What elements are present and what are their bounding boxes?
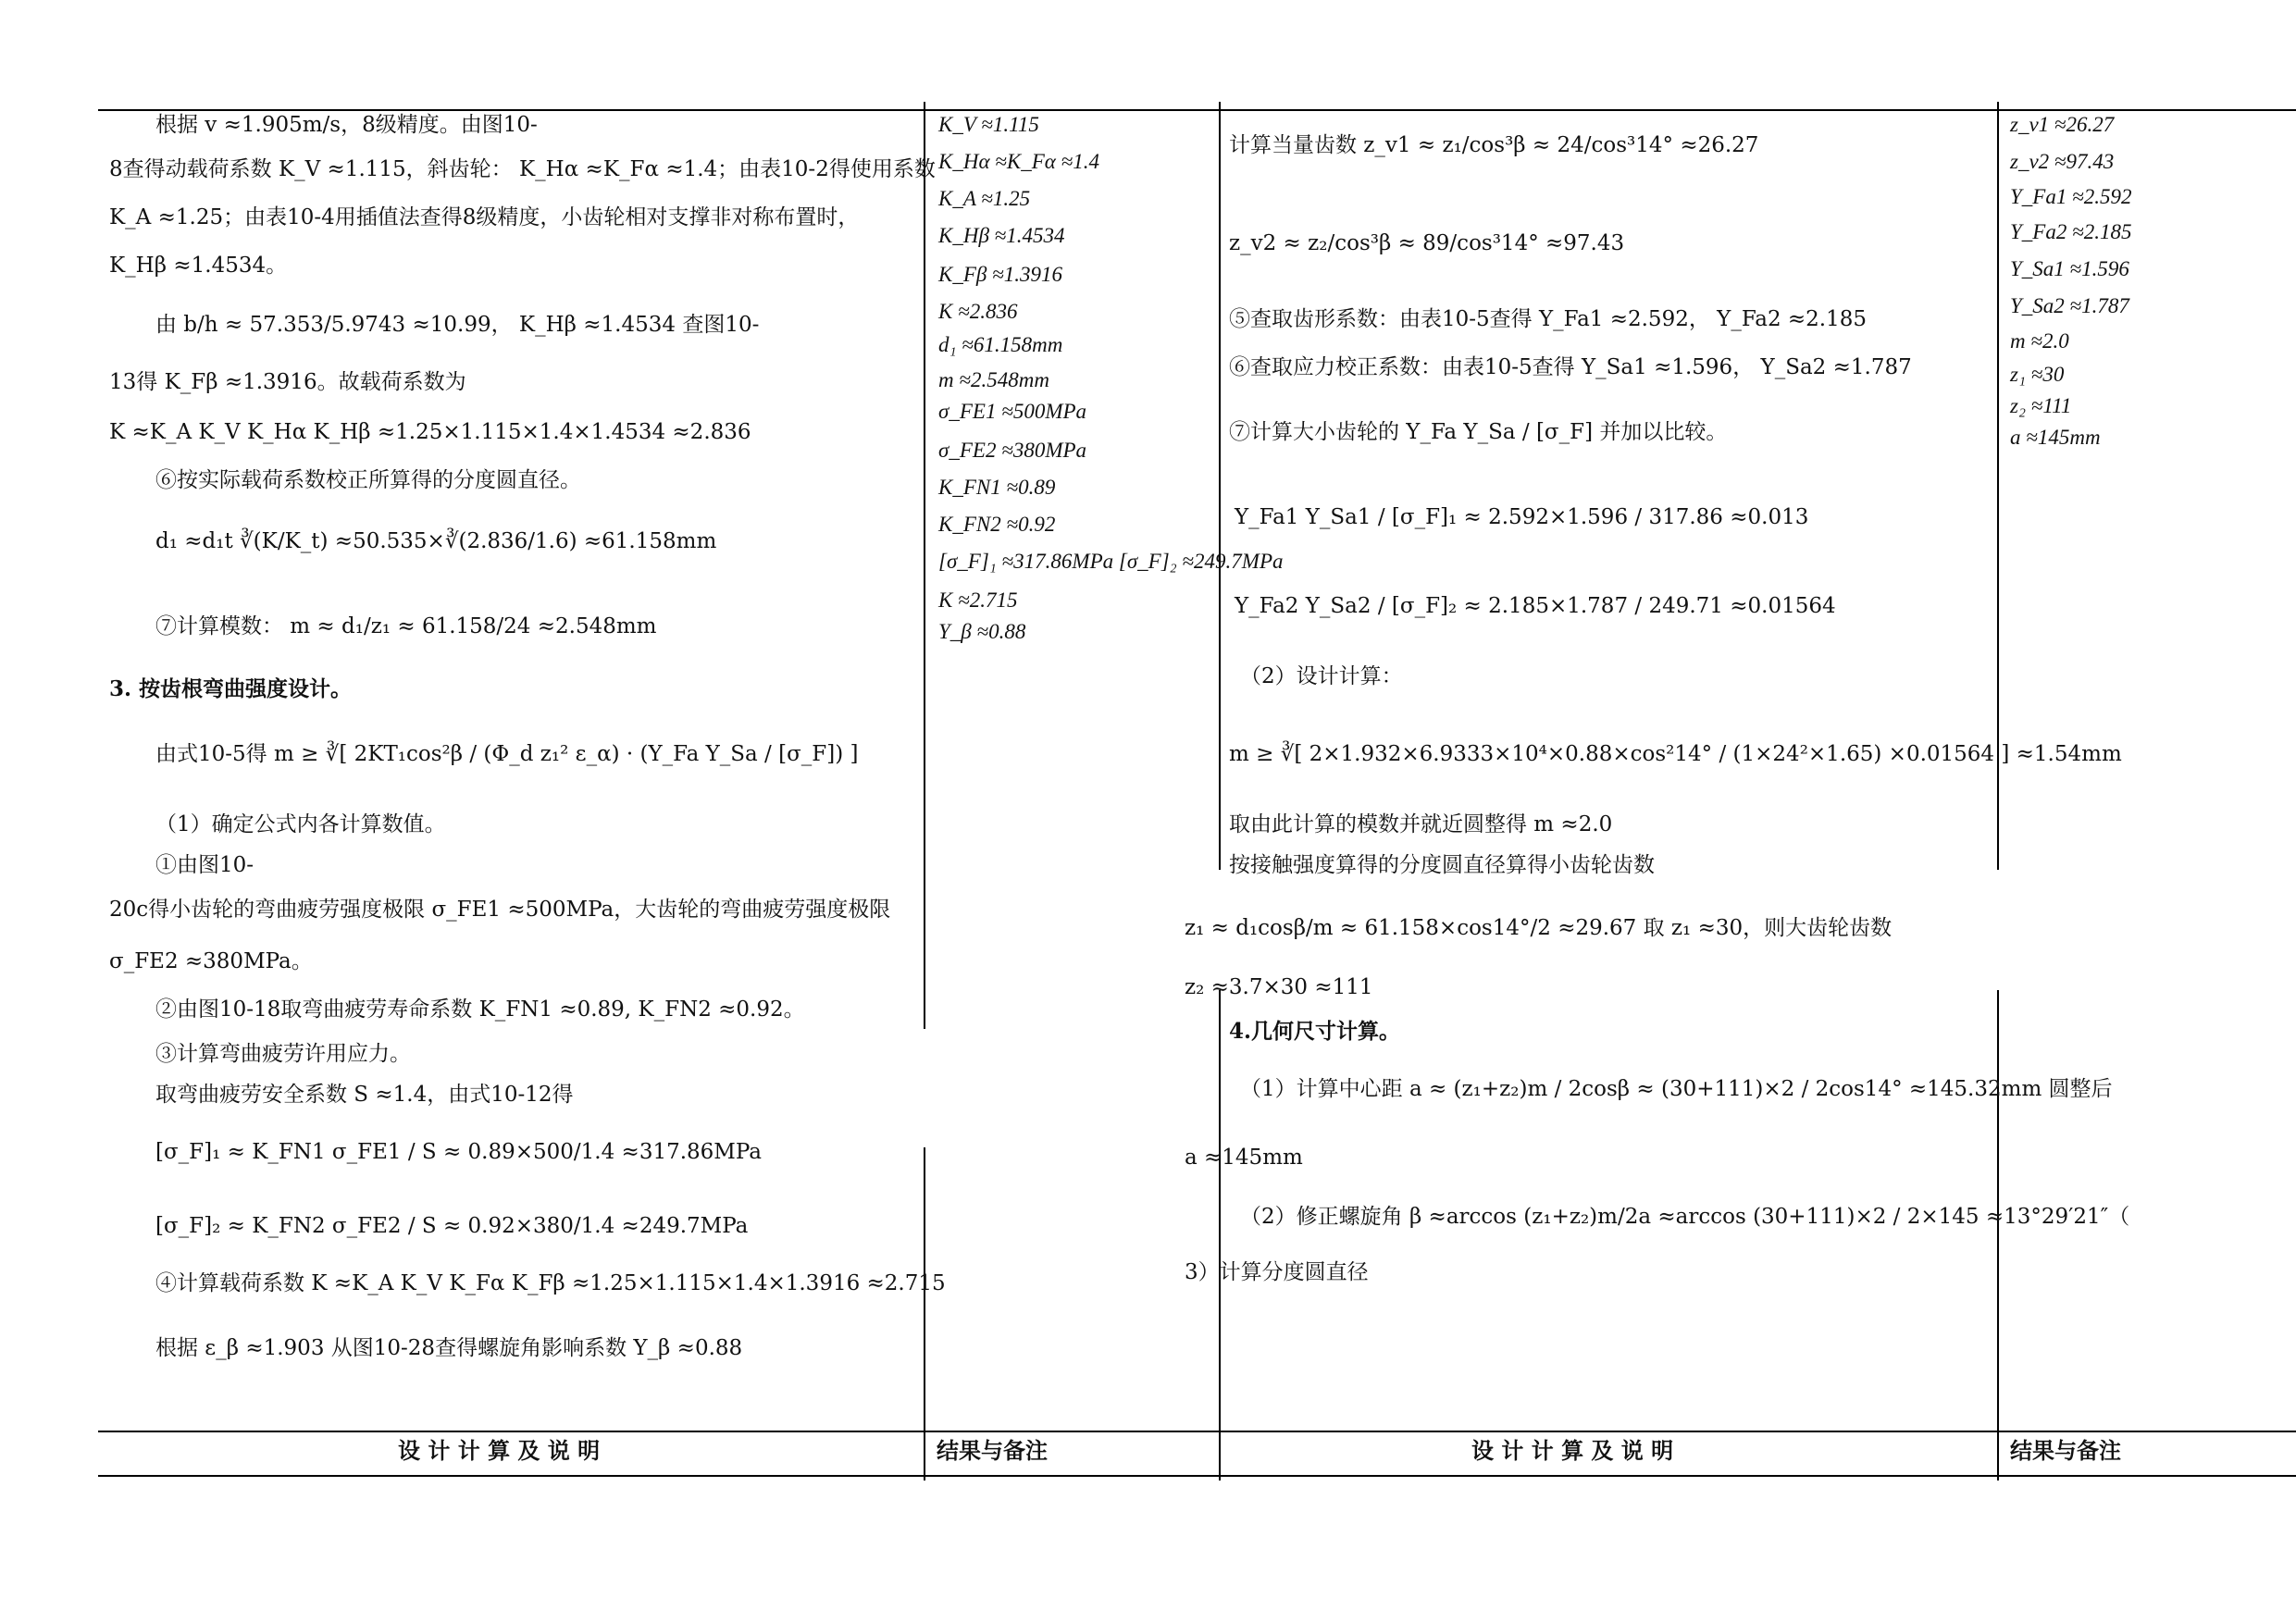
calc-line: K ≈K_A K_V K_Hα K_Hβ ≈1.25×1.115×1.4×1.4534 ≈2.836 — [109, 420, 751, 444]
calc-line: 取由此计算的模数并就近圆整得 m ≈2.0 — [1229, 812, 1613, 836]
calc-line: （2）修正螺旋角 β ≈arccos (z₁+z₂)m/2a ≈arccos (30+111)×2 / 2×145 ≈13°29′21″（ — [1240, 1205, 2130, 1229]
result-value: K ≈2.715 — [938, 588, 1018, 612]
result-value: m ≈2.0 — [2010, 329, 2069, 353]
result-value: Y_Sa2 ≈1.787 — [2010, 294, 2129, 317]
result-value: K_A ≈1.25 — [938, 187, 1031, 210]
footer-header-design-right: 设 计 计 算 及 说 明 — [1471, 1438, 1674, 1464]
calc-line: 计算当量齿数 z_v1 ≈ z₁/cos³β ≈ 24/cos³14° ≈26.27 — [1229, 133, 1759, 157]
result-value: σ_FE2 ≈380MPa — [938, 439, 1087, 462]
result-value: K ≈2.836 — [938, 300, 1018, 323]
calc-line: z_v2 ≈ z₂/cos³β ≈ 89/cos³14° ≈97.43 — [1229, 231, 1625, 255]
calc-line: 20c得小齿轮的弯曲疲劳强度极限 σ_FE1 ≈500MPa，大齿轮的弯曲疲劳强度极限 — [109, 898, 891, 922]
result-value: K_FN1 ≈0.89 — [938, 476, 1056, 499]
calc-line: Y_Fa1 Y_Sa1 / [σ_F]₁ ≈ 2.592×1.596 / 317.86 ≈0.013 — [1235, 505, 1809, 529]
calc-line: ②由图10-18取弯曲疲劳寿命系数 K_FN1 ≈0.89, K_FN2 ≈0.92。 — [155, 997, 805, 1022]
calc-line: ⑥查取应力校正系数：由表10-5查得 Y_Sa1 ≈1.596， Y_Sa2 ≈1.787 — [1229, 355, 1912, 379]
calc-line: σ_FE2 ≈380MPa。 — [109, 949, 313, 973]
result-value: Y_Fa1 ≈2.592 — [2010, 185, 2132, 208]
calc-line: （2）设计计算： — [1240, 664, 1403, 688]
calc-line: 13得 K_Fβ ≈1.3916。故载荷系数为 — [109, 370, 466, 394]
column-divider-3b — [1997, 990, 1999, 1481]
column-divider-2 — [1219, 102, 1221, 870]
calc-line: 由式10-5得 m ≥ ∛[ 2KT₁cos²β / (Φ_d z₁² ε_α) · (Y_Fa Y_Sa / [σ_F]) ] — [155, 742, 859, 766]
calc-line: （1）计算中心距 a ≈ (z₁+z₂)m / 2cosβ ≈ (30+111)×2 / 2cos14° ≈145.32mm 圆整后 — [1240, 1077, 2113, 1101]
calc-line: ⑤查取齿形系数：由表10-5查得 Y_Fa1 ≈2.592， Y_Fa2 ≈2.185 — [1229, 307, 1868, 331]
result-value: K_Hβ ≈1.4534 — [938, 224, 1065, 247]
column-divider-1 — [924, 102, 925, 1029]
section-heading: 3. 按齿根弯曲强度设计。 — [109, 676, 353, 701]
calc-line: 按接触强度算得的分度圆直径算得小齿轮齿数 — [1229, 853, 1655, 877]
result-value: [σ_F]₁ ≈317.86MPa [σ_F]₂ ≈249.7MPa — [938, 550, 1284, 573]
result-value: a ≈145mm — [2010, 426, 2101, 449]
result-value: z_v2 ≈97.43 — [2010, 150, 2115, 173]
calc-line: 根据 v ≈1.905m/s，8级精度。由图10- — [155, 113, 538, 137]
footer-header-results-left: 结果与备注 — [937, 1438, 1048, 1464]
calc-line: 由 b/h ≈ 57.353/5.9743 ≈10.99， K_Hβ ≈1.4534 查图10- — [155, 313, 760, 337]
calc-line: z₁ ≈ d₁cosβ/m ≈ 61.158×cos14°/2 ≈29.67 取 z₁ ≈30，则大齿轮齿数 — [1185, 916, 1893, 940]
calc-line: （1）确定公式内各计算数值。 — [155, 812, 446, 836]
footer-header-results-right: 结果与备注 — [2010, 1438, 2121, 1464]
result-value: σ_FE1 ≈500MPa — [938, 400, 1087, 423]
result-value: Y_Sa1 ≈1.596 — [2010, 257, 2129, 280]
result-value: z_v1 ≈26.27 — [2010, 113, 2115, 136]
result-value: m ≈2.548mm — [938, 368, 1049, 391]
calc-line: 8查得动载荷系数 K_V ≈1.115，斜齿轮： K_Hα ≈K_Fα ≈1.4；由表10-2得使用系数 — [109, 157, 936, 181]
footer-header-design-left: 设 计 计 算 及 说 明 — [398, 1438, 601, 1464]
calc-line: ⑦计算大小齿轮的 Y_Fa Y_Sa / [σ_F] 并加以比较。 — [1229, 420, 1728, 444]
calc-line: 取弯曲疲劳安全系数 S ≈1.4，由式10-12得 — [155, 1083, 574, 1107]
calc-line: ④计算载荷系数 K ≈K_A K_V K_Fα K_Fβ ≈1.25×1.115×1.4×1.3916 ≈2.715 — [155, 1271, 946, 1295]
calc-line: a ≈145mm — [1185, 1146, 1303, 1170]
section-heading: 4.几何尺寸计算。 — [1229, 1019, 1401, 1044]
calc-line: 3）计算分度圆直径 — [1185, 1260, 1369, 1284]
result-value: d₁ ≈61.158mm — [938, 333, 1063, 356]
result-value: z₂ ≈111 — [2010, 394, 2072, 417]
column-divider-2b — [1219, 990, 1221, 1481]
calc-line: Y_Fa2 Y_Sa2 / [σ_F]₂ ≈ 2.185×1.787 / 249.71 ≈0.01564 — [1235, 594, 1836, 618]
calc-line: ①由图10- — [155, 853, 254, 877]
calc-line: m ≥ ∛[ 2×1.932×6.9333×10⁴×0.88×cos²14° / (1×24²×1.65) ×0.01564 ] ≈1.54mm — [1229, 742, 2122, 766]
calc-line: 根据 ε_β ≈1.903 从图10-28查得螺旋角影响系数 Y_β ≈0.88 — [155, 1336, 743, 1360]
result-value: Y_β ≈0.88 — [938, 620, 1026, 643]
calc-line: [σ_F]₁ ≈ K_FN1 σ_FE1 / S ≈ 0.89×500/1.4 ≈317.86MPa — [155, 1140, 763, 1164]
calc-line: ⑦计算模数： m ≈ d₁/z₁ ≈ 61.158/24 ≈2.548mm — [155, 614, 657, 638]
calc-line: ⑥按实际载荷系数校正所算得的分度圆直径。 — [155, 468, 581, 492]
calc-line: K_Hβ ≈1.4534。 — [109, 254, 288, 278]
result-value: K_V ≈1.115 — [938, 113, 1039, 136]
calc-line: [σ_F]₂ ≈ K_FN2 σ_FE2 / S ≈ 0.92×380/1.4 ≈249.7MPa — [155, 1214, 749, 1238]
result-value: Y_Fa2 ≈2.185 — [2010, 220, 2132, 243]
result-value: z₁ ≈30 — [2010, 363, 2065, 386]
result-value: K_Hα ≈K_Fα ≈1.4 — [938, 150, 1099, 173]
calc-line: K_A ≈1.25；由表10-4用插值法查得8级精度，小齿轮相对支撑非对称布置时， — [109, 205, 860, 229]
calc-line: z₂ ≈3.7×30 ≈111 — [1185, 975, 1373, 999]
result-value: K_FN2 ≈0.92 — [938, 513, 1056, 536]
calc-line: d₁ ≈d₁t ∛(K/K_t) ≈50.535×∛(2.836/1.6) ≈61.158mm — [155, 529, 717, 553]
table-bottom-border — [98, 1475, 2296, 1477]
result-value: K_Fβ ≈1.3916 — [938, 263, 1062, 286]
calc-line: ③计算弯曲疲劳许用应力。 — [155, 1042, 411, 1066]
